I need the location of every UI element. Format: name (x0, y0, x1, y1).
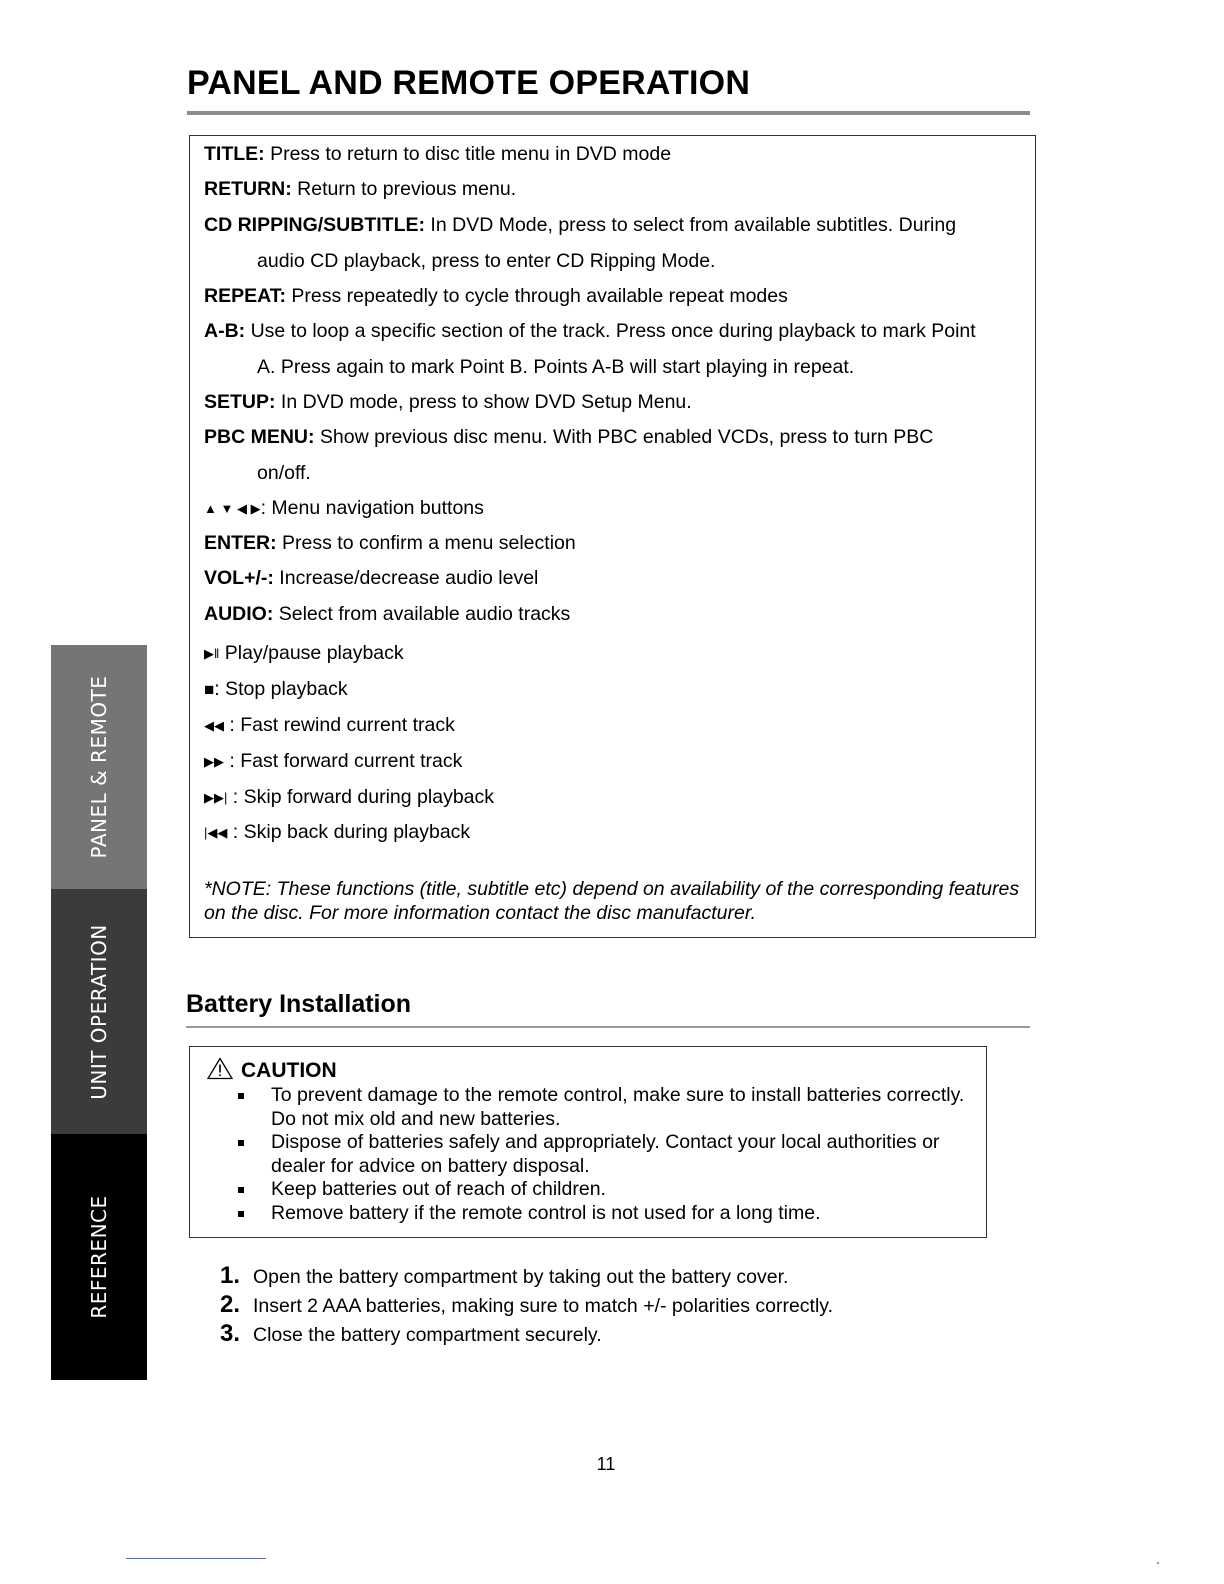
caution-item (238, 1131, 968, 1178)
function-enter (204, 526, 1024, 562)
function-text: Press to return to disc title menu in DVD mode (264, 143, 672, 165)
step-text: Close the battery compartment securely. (253, 1324, 602, 1346)
function-navigation (204, 491, 1024, 527)
function-text-continued: on/off. (257, 461, 311, 484)
function-a-b (204, 314, 1024, 385)
function-label: VOL+/-: (204, 567, 274, 589)
side-tab-panel-remote[interactable] (51, 645, 147, 889)
caution-item-text: Keep batteries out of reach of children. (271, 1178, 606, 1201)
function-text: Press repeatedly to cycle through available repeat modes (285, 285, 788, 307)
page-title: PANEL AND REMOTE OPERATION (187, 64, 751, 102)
caution-item-text: Dispose of batteries safely and appropriately. Contact your local authorities or dealer for advice on battery disposal. (271, 1131, 940, 1177)
caution-item-text: Remove battery if the remote control is not used for a long time. (271, 1201, 821, 1224)
function-pbc-menu (204, 420, 1024, 491)
bullet (238, 1140, 244, 1146)
step-item (220, 1292, 833, 1321)
side-tab-label: UNIT OPERATION (87, 923, 111, 1100)
installation-steps (220, 1263, 833, 1350)
caution-item-text: To prevent damage to the remote control, make sure to install batteries correctly. Do not mix old and new batteries. (271, 1084, 965, 1130)
function-text: Use to loop a specific section of the track. Press once during playback to mark Point (245, 320, 976, 342)
function-audio (204, 597, 1024, 633)
function-vol (204, 561, 1024, 597)
function-text: In DVD mode, press to show DVD Setup Menu. (275, 391, 692, 413)
function-text: In DVD Mode, press to select from available subtitles. During (425, 214, 957, 236)
function-skip-forward (204, 780, 1024, 816)
warning-triangle-icon (207, 1057, 233, 1080)
caution-title: CAUTION (241, 1059, 337, 1082)
side-tab-label: PANEL & REMOTE (87, 675, 111, 859)
function-cd-ripping-subtitle (204, 208, 1024, 279)
function-play-pause (204, 636, 1024, 672)
skip-back-icon: |◀◀ (204, 825, 228, 840)
play-pause-icon: ▶‖ (204, 646, 220, 661)
caution-list (238, 1084, 968, 1226)
side-tab-label: REFERENCE (87, 1195, 111, 1319)
step-number: 2. (220, 1291, 241, 1318)
function-label: TITLE: (204, 143, 265, 165)
step-text: Open the battery compartment by taking out the battery cover. (253, 1266, 789, 1288)
function-setup (204, 385, 1024, 421)
corner-mark (1157, 1562, 1159, 1564)
step-text: Insert 2 AAA batteries, making sure to match +/- polarities correctly. (253, 1295, 834, 1317)
side-tab-unit-operation[interactable] (51, 889, 147, 1134)
function-return (204, 172, 1024, 208)
caution-item (238, 1178, 968, 1202)
function-text: : Stop playback (214, 678, 348, 700)
footer-line (126, 1558, 266, 1559)
functions-note: *NOTE: These functions (title, subtitle etc) depend on availability of the corresponding features on the disc. For more information contact the disc manufacturer. (204, 878, 1020, 924)
function-label: SETUP: (204, 391, 276, 413)
function-label: REPEAT: (204, 285, 286, 307)
function-text: Show previous disc menu. With PBC enabled VCDs, press to turn PBC (314, 426, 934, 448)
fast-forward-icon: ▶▶ (204, 754, 224, 769)
title-divider (187, 111, 1030, 115)
function-text: : Skip back during playback (227, 821, 471, 843)
skip-forward-icon: ▶▶| (204, 790, 228, 805)
stop-icon: ■ (204, 680, 215, 699)
function-fast-forward (204, 744, 1024, 780)
function-text: : Fast rewind current track (224, 714, 455, 736)
step-item (220, 1263, 833, 1292)
step-number: 1. (220, 1262, 241, 1289)
function-label: RETURN: (204, 178, 292, 200)
function-text: Increase/decrease audio level (273, 567, 539, 589)
function-label: AUDIO: (204, 603, 274, 625)
function-label: CD RIPPING/SUBTITLE: (204, 214, 426, 236)
function-fast-rewind (204, 708, 1024, 744)
bullet (238, 1187, 244, 1193)
function-text-continued: audio CD playback, press to enter CD Ripping Mode. (257, 249, 716, 272)
function-text: : Skip forward during playback (227, 786, 495, 808)
bullet (238, 1211, 244, 1217)
bullet (238, 1093, 244, 1099)
function-text: Press to confirm a menu selection (276, 532, 576, 554)
function-repeat (204, 279, 1024, 315)
section-heading: Battery Installation (186, 990, 412, 1018)
page-number: 11 (596, 1454, 616, 1474)
function-stop (204, 672, 1024, 708)
function-text: Return to previous menu. (291, 178, 517, 200)
caution-item (238, 1084, 968, 1131)
function-text: : Fast forward current track (224, 750, 463, 772)
fast-rewind-icon: ◀◀ (204, 718, 224, 733)
step-item (220, 1321, 833, 1350)
function-title (204, 137, 1024, 173)
side-tab-reference[interactable] (51, 1134, 147, 1380)
section-divider (186, 1026, 1030, 1028)
caution-item (238, 1202, 968, 1226)
function-label: PBC MENU: (204, 426, 315, 448)
function-text: Play/pause playback (219, 642, 404, 664)
function-skip-back (204, 815, 1024, 851)
function-text: Select from available audio tracks (273, 603, 571, 625)
function-label: A-B: (204, 320, 246, 342)
caution-header (207, 1056, 337, 1086)
function-label: ENTER: (204, 532, 277, 554)
function-text: : Menu navigation buttons (260, 497, 484, 519)
navigation-arrows-icon: ▲ ▼ ◀ ▶ (204, 501, 261, 516)
step-number: 3. (220, 1320, 241, 1347)
function-text-continued: A. Press again to mark Point B. Points A-B will start playing in repeat. (257, 355, 855, 378)
